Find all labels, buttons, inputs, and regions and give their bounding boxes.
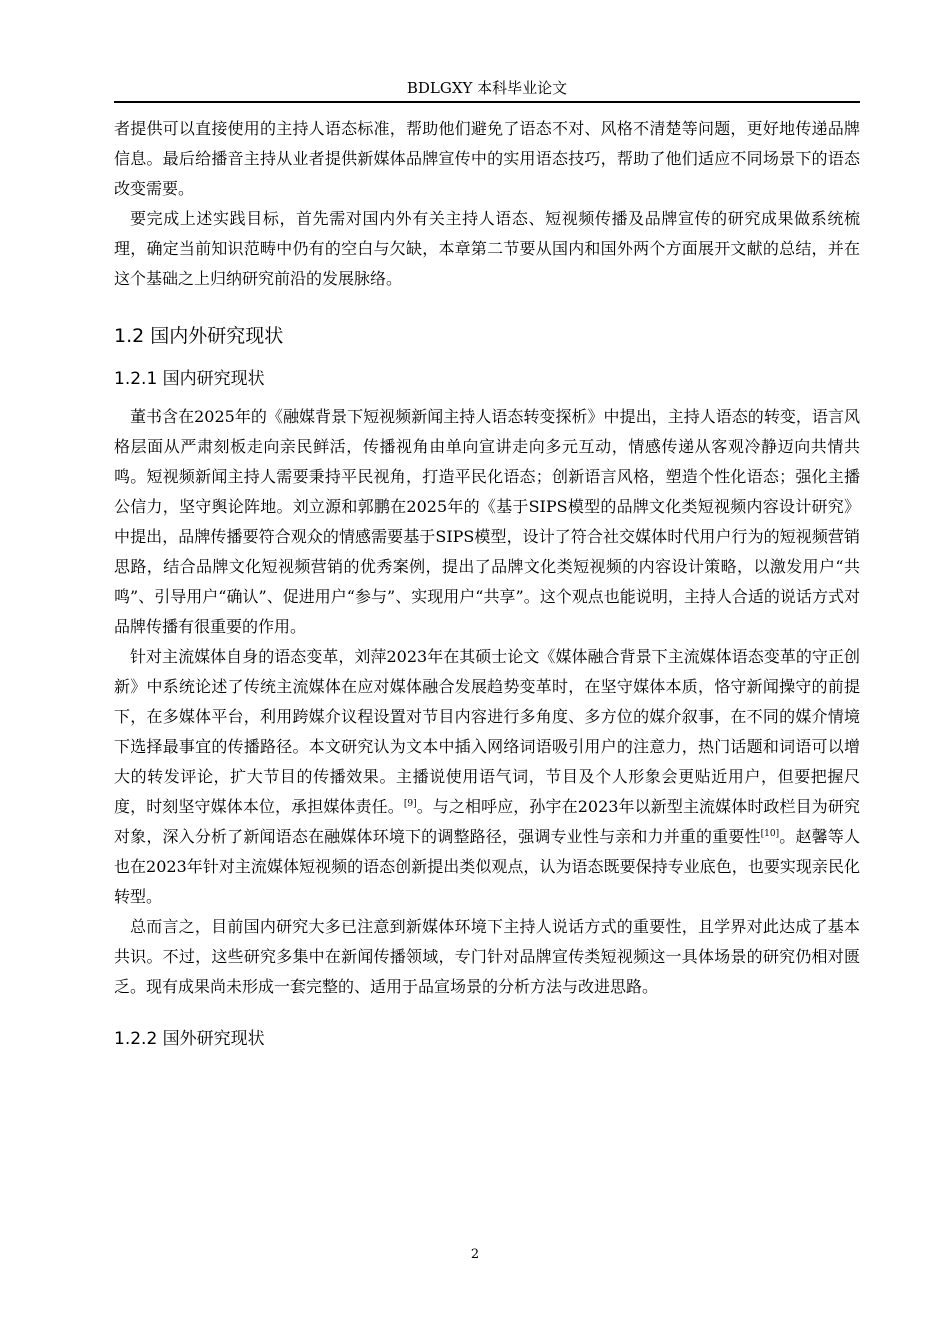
- header-rule: [114, 101, 860, 103]
- paragraph-dong: 董书含在2025年的《融媒背景下短视频新闻主持人语态转变探析》中提出，主持人语态的转变，语言风格层面从严肃刻板走向亲民鲜活，传播视角由单向宣讲走向多元互动，情感传递从客观冷静迈向共情共鸣。短视频新闻主持人需要秉持平民视角，打造平民化语态；创新语言风格，塑造个性化语态；强化主播公信力，坚守舆论阵地。刘立源和郭鹏在2025年的《基于SIPS模型的品牌文化类短视频内容设计研究》中提出，品牌传播要符合观众的情感需要基于SIPS模型，设计了符合社交媒体时代用户行为的短视频营销思路，结合品牌文化短视频营销的优秀案例，提出了品牌文化类短视频的内容设计策略，以激发用户“共鸣”、引导用户“确认”、促进用户“参与”、实现用户“共享”。这个观点也能说明，主持人合适的说话方式对品牌传播有很重要的作用。: [114, 407, 860, 636]
- section-heading: 1.2 国内外研究现状: [114, 325, 284, 347]
- subsection-heading-foreign: 1.2.2 国外研究现状: [114, 1029, 265, 1049]
- paragraph-liu-text: 针对主流媒体自身的语态变革，刘萍2023年在其硕士论文《媒体融合背景下主流媒体语态变革的守正创新》中系统论述了传统主流媒体在应对媒体融合发展趋势变革时，在坚守媒体本质，恪守新闻操守的前提下，在多媒体平台，利用跨媒介议程设置对节目内容进行多角度、多方位的媒介叙事，在不同的媒介情境下选择最事宜的传播路径。本文研究认为文本中插入网络词语吸引用户的注意力，热门话题和词语可以增大的转发评论，扩大节目的传播效果。主播说使用语气词，节目及个人形象会更贴近用户，但要把握尺度，时刻坚守媒体本位，承担媒体责任。: [114, 647, 860, 816]
- running-header: BDLGXY 本科毕业论文: [406, 79, 568, 97]
- page-number: 2: [470, 1247, 480, 1262]
- citation-10: [10]: [760, 829, 780, 839]
- paragraph-continued: 者提供可以直接使用的主持人语态标准，帮助他们避免了语态不对、风格不清楚等问题，更好地传递品牌信息。最后给播音主持从业者提供新媒体品牌宣传中的实用语态技巧，帮助了他们适应不同场景下的语态改变需要。: [114, 119, 860, 198]
- page-body: [114, 114, 860, 1062]
- paragraph-summary: 总而言之，目前国内研究大多已注意到新媒体环境下主持人说话方式的重要性，且学界对此达成了基本共识。不过，这些研究多集中在新闻传播领域，专门针对品牌宣传类短视频这一具体场景的研究仍相对匮乏。现有成果尚未形成一套完整的、适用于品宣场景的分析方法与改进思路。: [114, 917, 860, 996]
- paragraph-sun-text: 。与之相呼应，孙宇在2023年以新型主流媒体时政栏目为研究对象，深入分析了新闻语态在融媒体环境下的调整路径，强调专业性与亲和力并重的重要性: [114, 797, 860, 846]
- paragraph-goal: 要完成上述实践目标，首先需对国内外有关主持人语态、短视频传播及品牌宣传的研究成果做系统梳理，确定当前知识范畴中仍有的空白与欠缺，本章第二节要从国内和国外两个方面展开文献的总结，并在这个基础之上归纳研究前沿的发展脉络。: [114, 209, 860, 288]
- paragraph-mainstream-media: [114, 642, 860, 912]
- subsection-heading-domestic: 1.2.1 国内研究现状: [114, 369, 265, 389]
- paragraph-zhao-text: 。赵馨等人也在2023年针对主流媒体短视频的语态创新提出类似观点，认为语态既要保持专业底色，也要实现亲民化转型。: [114, 827, 860, 906]
- citation-9: [9]: [403, 799, 417, 809]
